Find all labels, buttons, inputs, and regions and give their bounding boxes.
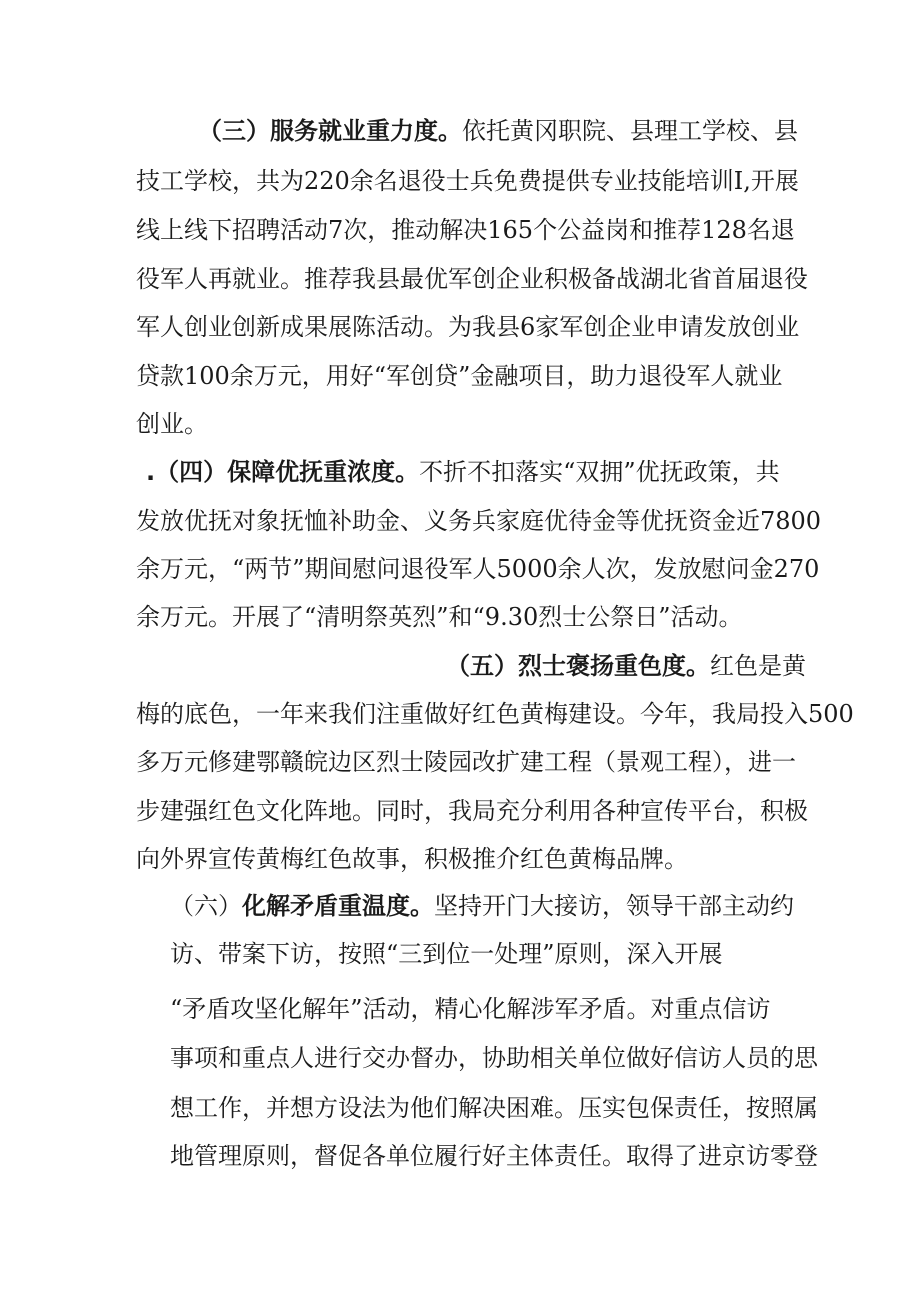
section-6-line-2: 访、带案下访，按照“三到位一处理”原则，深入开展: [170, 940, 723, 968]
section-4-text: 不折不扣落实“双拥”优抚政策，共: [419, 458, 780, 486]
section-6-line-3: “矛盾攻坚化解年”活动，精心化解涉军矛盾。对重点信访: [170, 995, 771, 1023]
section-4-line-1: [146, 456, 780, 488]
section-6-line-1: [170, 890, 794, 922]
section-3-line-7: 创业。: [136, 410, 208, 438]
section-3-line-6: 贷款100余万元，用好“军创贷”金融项目，助力退役军人就业: [136, 362, 783, 390]
section-3-line-5: 军人创业创新成果展陈活动。为我县6家军创企业申请发放创业: [136, 313, 800, 341]
section-4-line-4: 余万元。开展了“清明祭英烈”和“9.30烈士公祭日”活动。: [136, 603, 743, 631]
section-3-line-4: 役军人再就业。推荐我县最优军创企业积极备战湖北省首届退役: [136, 265, 808, 293]
section-3-line-2: 技工学校，共为220余名退役士兵免费提供专业技能培训I,开展: [136, 167, 799, 195]
section-5-heading: （五）烈士褒扬重色度。: [446, 652, 710, 680]
section-4-line-2: 发放优抚对象抚恤补助金、义务兵家庭优待金等优抚资金近7800: [136, 507, 822, 535]
section-6-heading: 化解矛盾重温度。: [242, 892, 434, 920]
section-6-line-4: 事项和重点人进行交办督办，协助相关单位做好信访人员的思: [170, 1044, 818, 1072]
section-4-line-3: 余万元，“两节”期间慰问退役军人5000余人次，发放慰问金270: [136, 555, 820, 583]
section-5-text: 红色是黄: [710, 652, 806, 680]
section-5-line-3: 多万元修建鄂赣皖边区烈士陵园改扩建工程（景观工程），进一: [136, 748, 796, 776]
section-3-heading: （三）服务就业重力度。: [198, 117, 462, 145]
section-3-line-1: [198, 115, 798, 147]
section-5-line-5: 向外界宣传黄梅红色故事，积极推介红色黄梅品牌。: [136, 845, 688, 873]
section-6-line-6: 地管理原则，督促各单位履行好主体责任。取得了进京访零登: [170, 1142, 818, 1170]
section-4-heading: .（四）保障优抚重浓度。: [146, 458, 420, 486]
section-5-line-2: 梅的底色，一年来我们注重做好红色黄梅建设。今年，我局投入500: [136, 700, 854, 728]
section-6-prefix: （六）: [170, 892, 242, 920]
section-3-line-3: 线上线下招聘活动7次，推动解决165个公益岗和推荐128名退: [136, 216, 795, 244]
section-6-text: 坚持开门大接访，领导干部主动约: [434, 892, 794, 920]
section-6-line-5: 想工作，并想方设法为他们解决困难。压实包保责任，按照属: [170, 1094, 818, 1122]
section-3-text: 依托黄冈职院、县理工学校、县: [462, 117, 798, 145]
section-5-line-4: 步建强红色文化阵地。同时，我局充分利用各种宣传平台，积极: [136, 797, 808, 825]
section-5-line-1: [446, 650, 806, 682]
